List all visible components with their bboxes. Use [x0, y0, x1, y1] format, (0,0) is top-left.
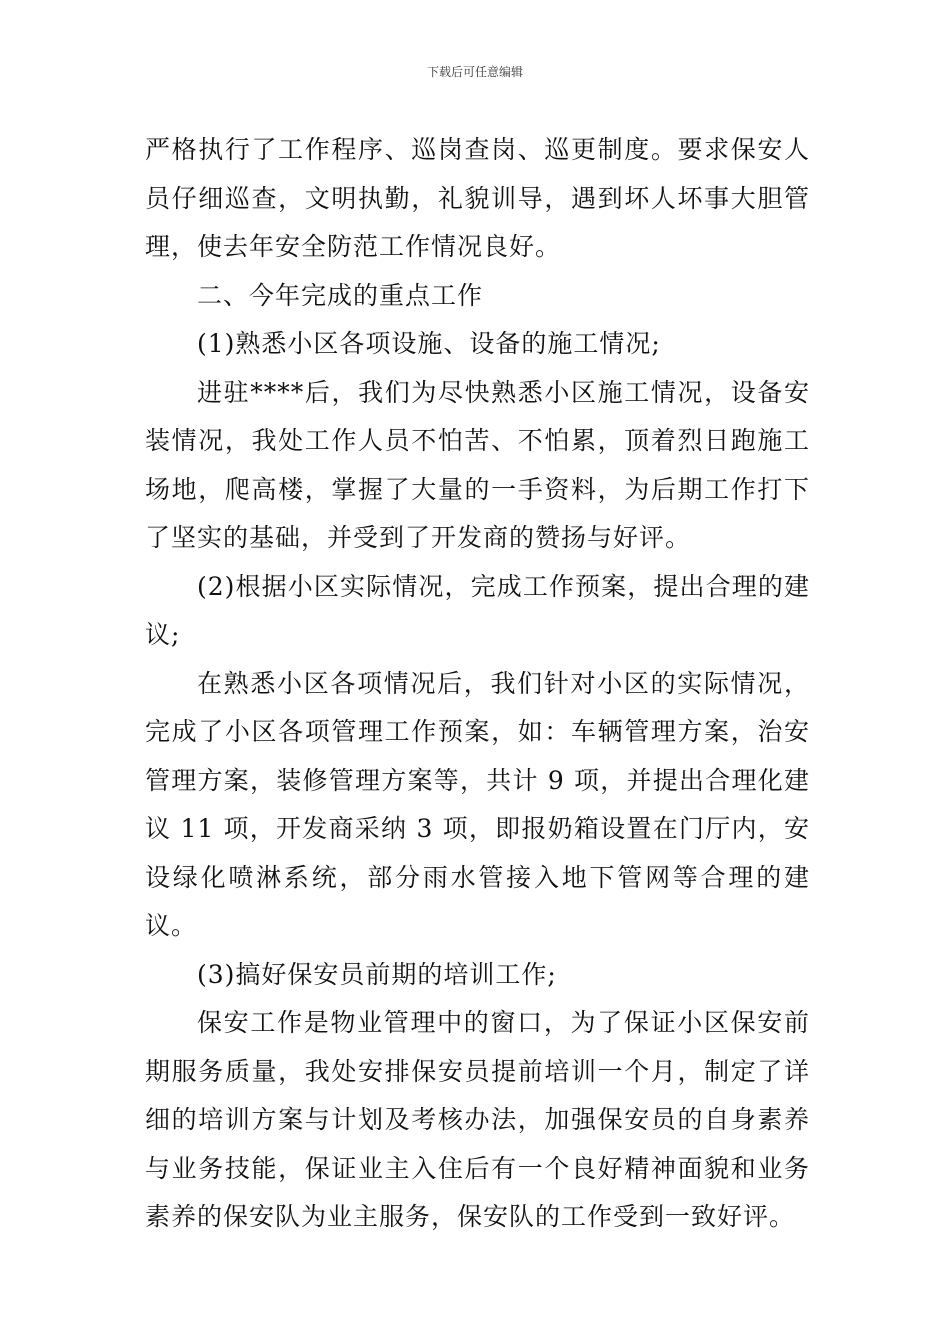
- body-paragraph-1: 严格执行了工作程序、巡岗查岗、巡更制度。要求保安人员仔细巡查，文明执勤，礼貌训导，遇到坏人坏事大胆管理，使去年安全防范工作情况良好。: [145, 135, 810, 261]
- section-heading: 二、今年完成的重点工作: [197, 280, 484, 310]
- page-header: 下载后可任意编辑: [426, 65, 523, 79]
- subsection-heading-3: (3)搞好保安员前期的培训工作;: [197, 959, 557, 989]
- document-body: [145, 126, 810, 1242]
- subsection-heading-1: (1)熟悉小区各项设施、设备的施工情况;: [197, 329, 661, 358]
- body-paragraph-4: 保安工作是物业管理中的窗口，为了保证小区保安前期服务质量，我处安排保安员提前培训一个月，制定了详细的培训方案与计划及考核办法，加强保安员的自身素养与业务技能，保证业主入住后有一个良好精神面貌和业务素养的保安队为业主服务，保安队的工作受到一致好评。: [145, 1008, 810, 1231]
- body-paragraph-2: 进驻****后，我们为尽快熟悉小区施工情况，设备安装情况，我处工作人员不怕苦、不怕累，顶着烈日跑施工场地，爬高楼，掌握了大量的一手资料，为后期工作打下了坚实的基础，并受到了开发商的赞扬与好评。: [145, 377, 810, 552]
- body-paragraph-3: 在熟悉小区各项情况后，我们针对小区的实际情况，完成了小区各项管理工作预案，如：车辆管理方案，治安管理方案，装修管理方案等，共计 9 项，并提出合理化建议 11 项，开发商采纳 3 项，即报奶箱设置在门厅内，安设绿化喷淋系统，部分雨水管接入地下管网等合理的建议。: [145, 668, 810, 940]
- subsection-heading-2: (2)根据小区实际情况，完成工作预案，提出合理的建议;: [145, 571, 810, 649]
